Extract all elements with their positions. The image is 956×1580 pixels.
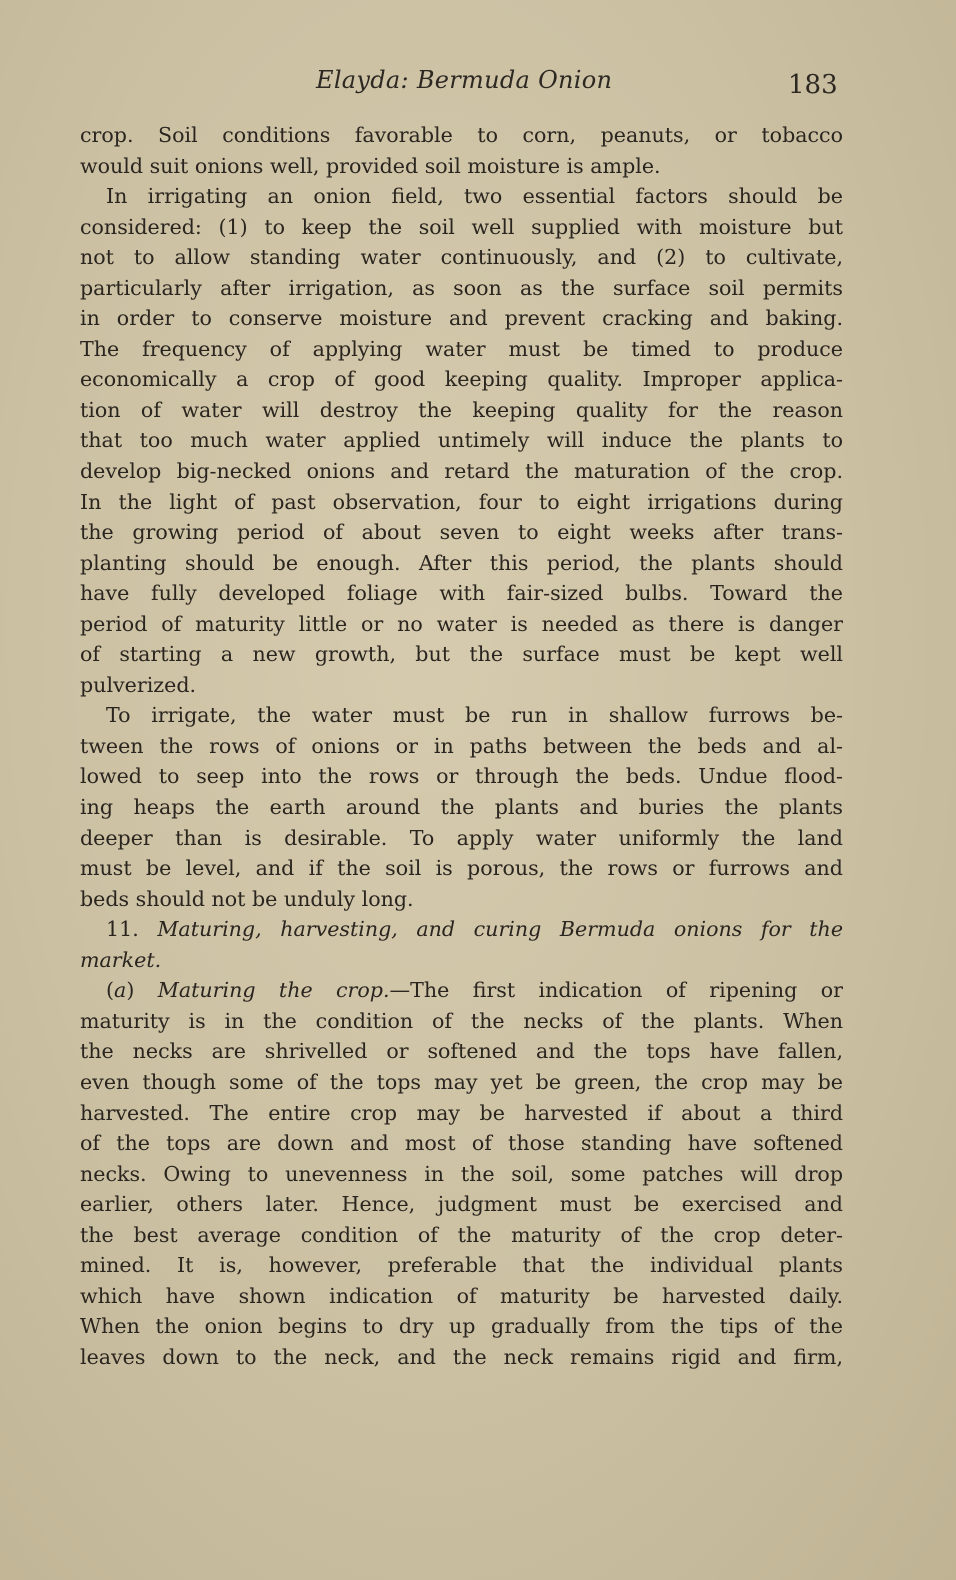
text-line: deeper than is desirable. To apply water uniformly the land: [80, 825, 843, 850]
text-line: must be level, and if the soil is porous, the rows or furrows and: [80, 856, 843, 881]
text-line: the best average condition of the maturity of the crop deter-: [80, 1222, 843, 1247]
text-line: maturity is in the condition of the necks of the plants. When: [80, 1008, 843, 1033]
text-line: would suit onions well, provided soil moisture is ample.: [80, 153, 661, 178]
text-line: of the tops are down and most of those standing have softened: [80, 1131, 843, 1156]
text-line: considered: (1) to keep the soil well supplied with moisture but: [80, 214, 843, 239]
text-line: leaves down to the neck, and the neck remains rigid and firm,: [80, 1344, 843, 1369]
text-line: harvested. The entire crop may be harvested if about a third: [80, 1100, 843, 1125]
text-line: economically a crop of good keeping quality. Improper applica-: [80, 367, 843, 392]
text-line: which have shown indication of maturity be harvested daily.: [80, 1283, 843, 1308]
body-text: [80, 120, 843, 1372]
text-line: pulverized.: [80, 672, 197, 697]
section-heading: market.: [80, 947, 162, 972]
text-line: The frequency of applying water must be timed to produce: [80, 336, 843, 361]
text-line: planting should be enough. After this period, the plants should: [80, 550, 843, 575]
text-line: When the onion begins to dry up gradually from the tips of the: [80, 1314, 843, 1339]
text-line: beds should not be unduly long.: [80, 886, 414, 911]
text-line: necks. Owing to unevenness in the soil, some patches will drop: [80, 1161, 843, 1186]
text-line: In the light of past observation, four to eight irrigations during: [80, 489, 843, 514]
text-line: period of maturity little or no water is needed as there is danger: [80, 611, 843, 636]
subsection-line: (a) Maturing the crop.—The first indication of ripening or: [106, 978, 843, 1003]
text-line: In irrigating an onion field, two essential factors should be: [106, 184, 843, 209]
section-heading: 11. Maturing, harvesting, and curing Bermuda onions for the: [106, 917, 844, 942]
running-title: Elayda: Bermuda Onion: [316, 66, 613, 94]
text-line: ing heaps the earth around the plants and buries the plants: [80, 795, 843, 820]
text-line: tween the rows of onions or in paths between the beds and al-: [80, 733, 843, 758]
text-line: lowed to seep into the rows or through the beds. Undue flood-: [80, 764, 843, 789]
text-line: the growing period of about seven to eight weeks after trans-: [80, 520, 843, 545]
text-line: particularly after irrigation, as soon as the surface soil permits: [80, 275, 843, 300]
text-line: not to allow standing water continuously, and (2) to cultivate,: [80, 245, 843, 270]
text-line: earlier, others later. Hence, judgment must be exercised and: [80, 1192, 843, 1217]
text-line: crop. Soil conditions favorable to corn, peanuts, or tobacco: [80, 123, 843, 147]
text-line: that too much water applied untimely will induce the plants to: [80, 428, 843, 453]
page-number: 183: [788, 70, 838, 100]
text-line: of starting a new growth, but the surface must be kept well: [80, 642, 843, 667]
text-line: To irrigate, the water must be run in shallow furrows be-: [106, 703, 843, 728]
text-line: mined. It is, however, preferable that the individual plants: [80, 1253, 843, 1278]
text-line: the necks are shrivelled or softened and the tops have fallen,: [80, 1039, 843, 1064]
text-line: in order to conserve moisture and prevent cracking and baking.: [80, 306, 843, 331]
text-line: tion of water will destroy the keeping quality for the reason: [80, 397, 843, 422]
text-line: even though some of the tops may yet be green, the crop may be: [80, 1069, 843, 1094]
running-head: [0, 66, 956, 106]
text-line: develop big-necked onions and retard the maturation of the crop.: [80, 459, 843, 484]
text-line: have fully developed foliage with fair-sized bulbs. Toward the: [80, 581, 843, 606]
